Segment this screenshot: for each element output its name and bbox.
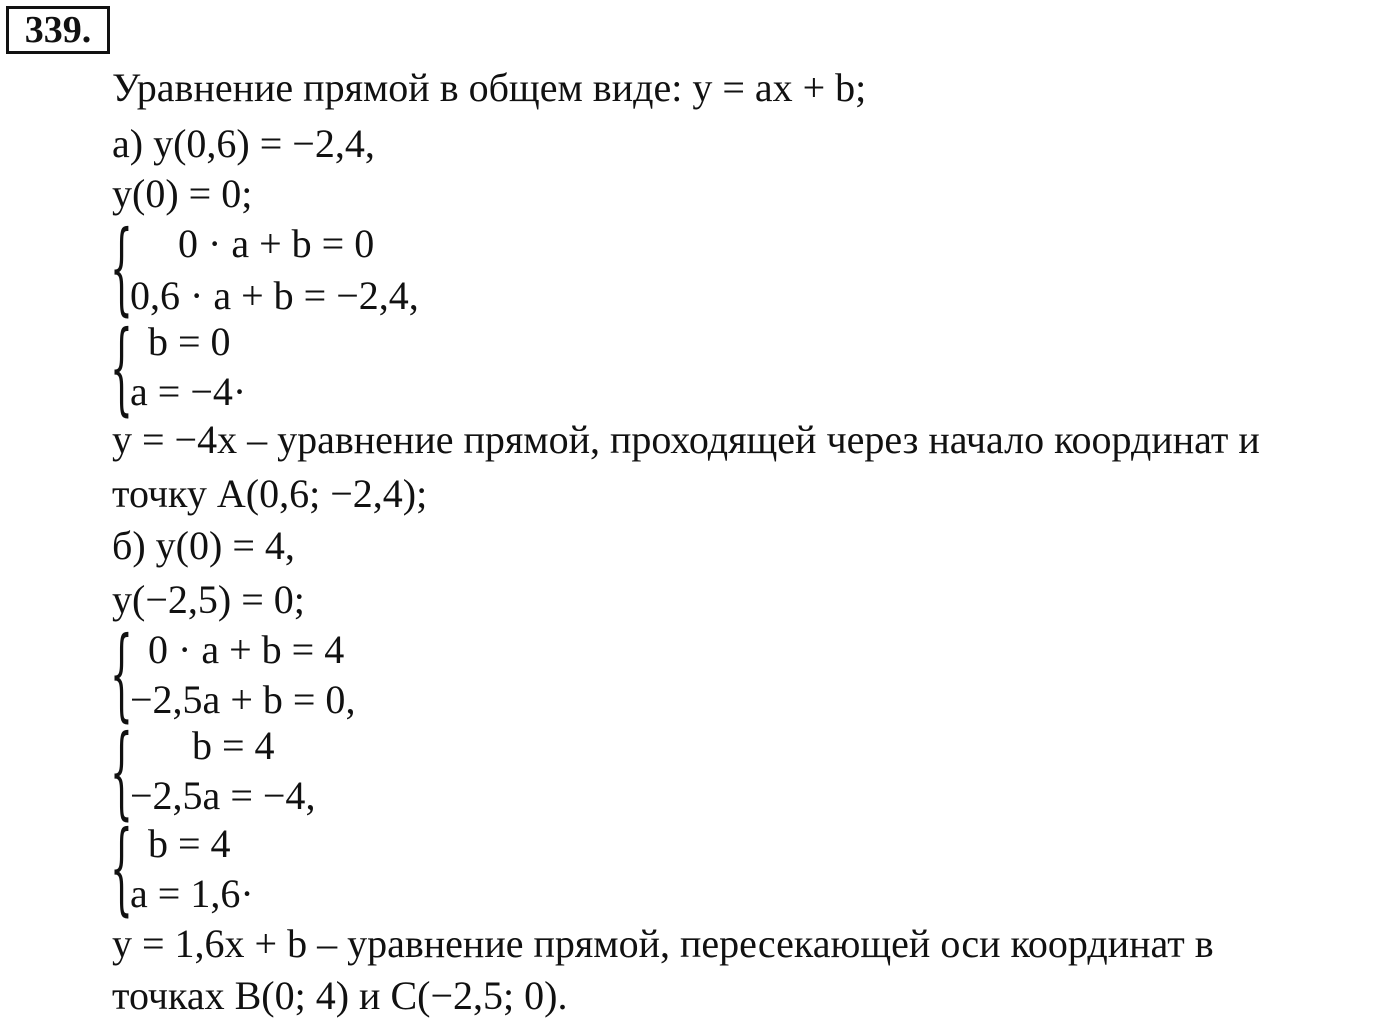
part-b-result-line2: точках B(0; 4) и C(−2,5; 0). <box>112 973 568 1018</box>
problem-number: 339. <box>6 6 110 54</box>
part-b-system1-row1: 0 · a + b = 4 <box>148 627 345 672</box>
system-suffix: , <box>305 773 316 818</box>
part-a-system2-row2: a = −4· <box>130 369 247 414</box>
part-a-condition-1: а) y(0,6) = −2,4, <box>112 121 375 166</box>
part-a-system2-row1: b = 0 <box>148 319 231 364</box>
system-suffix: · <box>240 871 254 916</box>
part-b-system2-row1: b = 4 <box>192 723 275 768</box>
part-b-condition-1: б) y(0) = 4, <box>112 523 295 568</box>
part-a-result-line1: y = −4x – уравнение прямой, проходящей через начало координат и <box>112 417 1260 462</box>
system-brace: { <box>110 309 133 426</box>
part-a-result-line2: точку A(0,6; −2,4); <box>112 471 428 516</box>
part-b-system3-row2: a = 1,6· <box>130 871 254 916</box>
system-brace: { <box>110 615 133 732</box>
system-suffix: · <box>232 369 247 414</box>
part-b-system1-row2: −2,5a + b = 0, <box>130 677 356 722</box>
part-a-system1-row2: 0,6 · a + b = −2,4, <box>130 273 419 318</box>
part-a-system1-row1: 0 · a + b = 0 <box>178 221 375 266</box>
system-brace: { <box>110 809 133 926</box>
intro-line: Уравнение прямой в общем виде: y = ax + b; <box>112 65 867 110</box>
part-b-system2-row2: −2,5a = −4, <box>130 773 316 818</box>
system-brace: { <box>110 713 133 830</box>
part-a-condition-2: y(0) = 0; <box>112 171 253 216</box>
part-b-system3-row1: b = 4 <box>148 821 231 866</box>
system-brace: { <box>110 209 133 326</box>
part-b-result-line1: y = 1,6x + b – уравнение прямой, пересекающей оси координат в <box>112 921 1214 966</box>
part-b-condition-2: y(−2,5) = 0; <box>112 577 305 622</box>
system-suffix: , <box>345 677 356 722</box>
system-suffix: , <box>408 273 419 318</box>
